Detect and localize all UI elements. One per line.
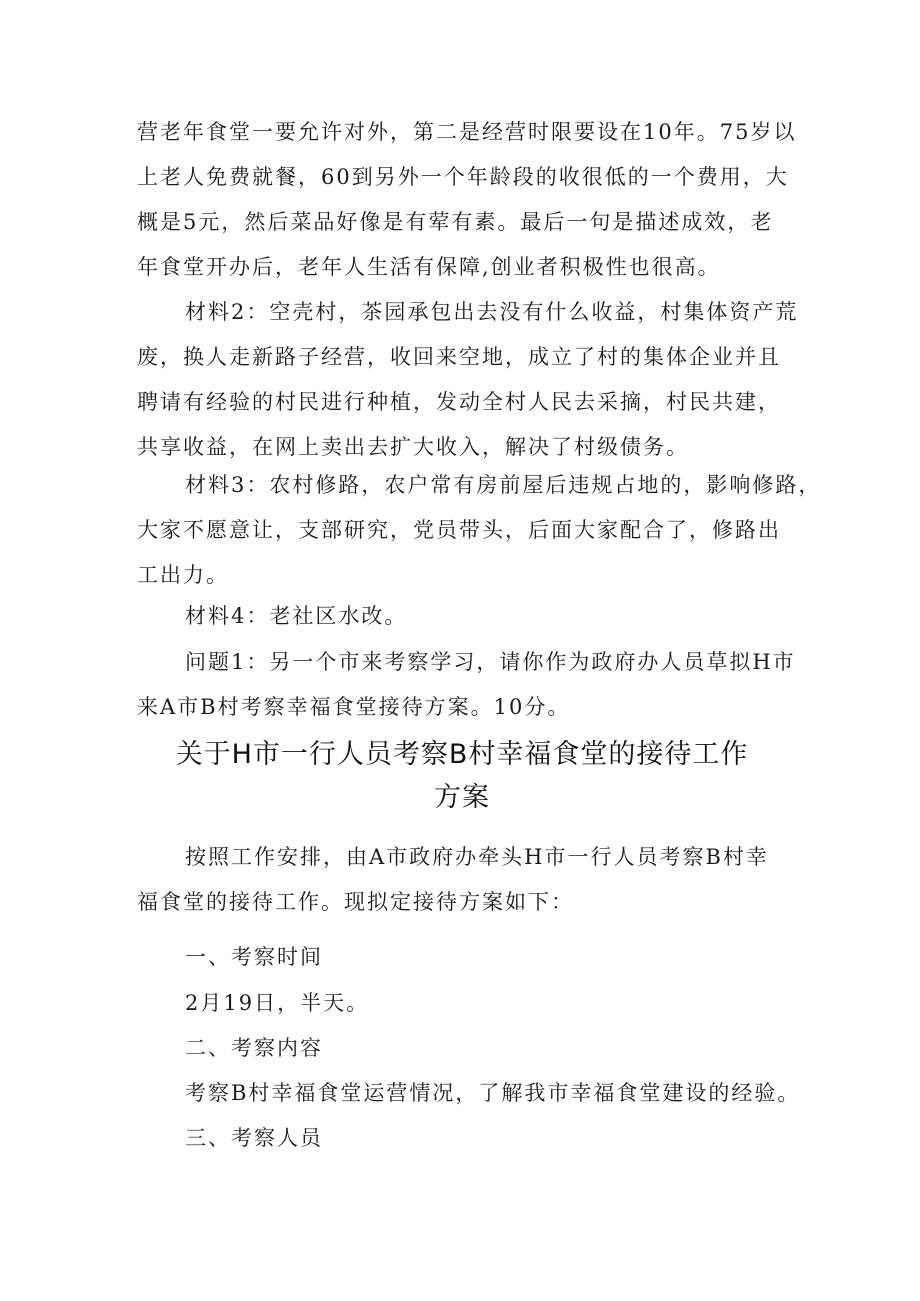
question1-line: 问题1：另一个市来考察学习，请你作为政府办人员草拟H市	[185, 650, 796, 674]
section2-heading: 二、考察内容	[185, 1036, 323, 1060]
material1-line: 概是5元，然后菜品好像是有荤有素。最后一句是描述成效，老	[137, 210, 774, 234]
material4-text: 材料4：老社区水改。	[185, 604, 408, 628]
plan-title-line2: 方案	[434, 782, 490, 813]
material3-line: 大家不愿意让，支部研究，党员带头，后面大家配合了，修路出	[137, 518, 781, 542]
material2-line: 材料2：空壳村，茶园承包出去没有什么收益，村集体资产荒	[185, 300, 799, 324]
plan-intro-line: 按照工作安排，由A市政府办牵头H市一行人员考察B村幸	[185, 845, 769, 869]
plan-title-line1: 关于H市一行人员考察B村幸福食堂的接待工作	[175, 739, 749, 770]
material2-line: 共享收益，在网上卖出去扩大收入，解决了村级债务。	[137, 435, 689, 459]
question1-line: 来A市B村考察幸福食堂接待方案。10分。	[137, 695, 571, 719]
plan-intro-line: 福食堂的接待工作。现拟定接待方案如下：	[137, 890, 574, 914]
material2-line: 废，换人走新路子经营，收回来空地，成立了村的集体企业并且	[137, 345, 781, 369]
material3-line: 工出力。	[137, 563, 229, 587]
section1-text: 2月19日，半天。	[185, 991, 370, 1015]
section2-text: 考察B村幸福食堂运营情况，了解我市幸福食堂建设的经验。	[185, 1081, 801, 1105]
material1-line: 营老年食堂一要允许对外，第二是经营时限要设在10年。75岁以	[137, 120, 797, 144]
material1-line: 年食堂开办后，老年人生活有保障,创业者积极性也很高。	[137, 255, 721, 279]
material3-line: 材料3：农村修路，农户常有房前屋后违规占地的，影响修路，	[185, 473, 822, 497]
material2-line: 聘请有经验的村民进行种植，发动全村人民去采摘，村民共建，	[137, 390, 781, 414]
section3-heading: 三、考察人员	[185, 1126, 323, 1150]
material1-line: 上老人免费就餐，60到另外一个年龄段的收很低的一个费用，大	[137, 165, 789, 189]
section1-heading: 一、考察时间	[185, 945, 323, 969]
